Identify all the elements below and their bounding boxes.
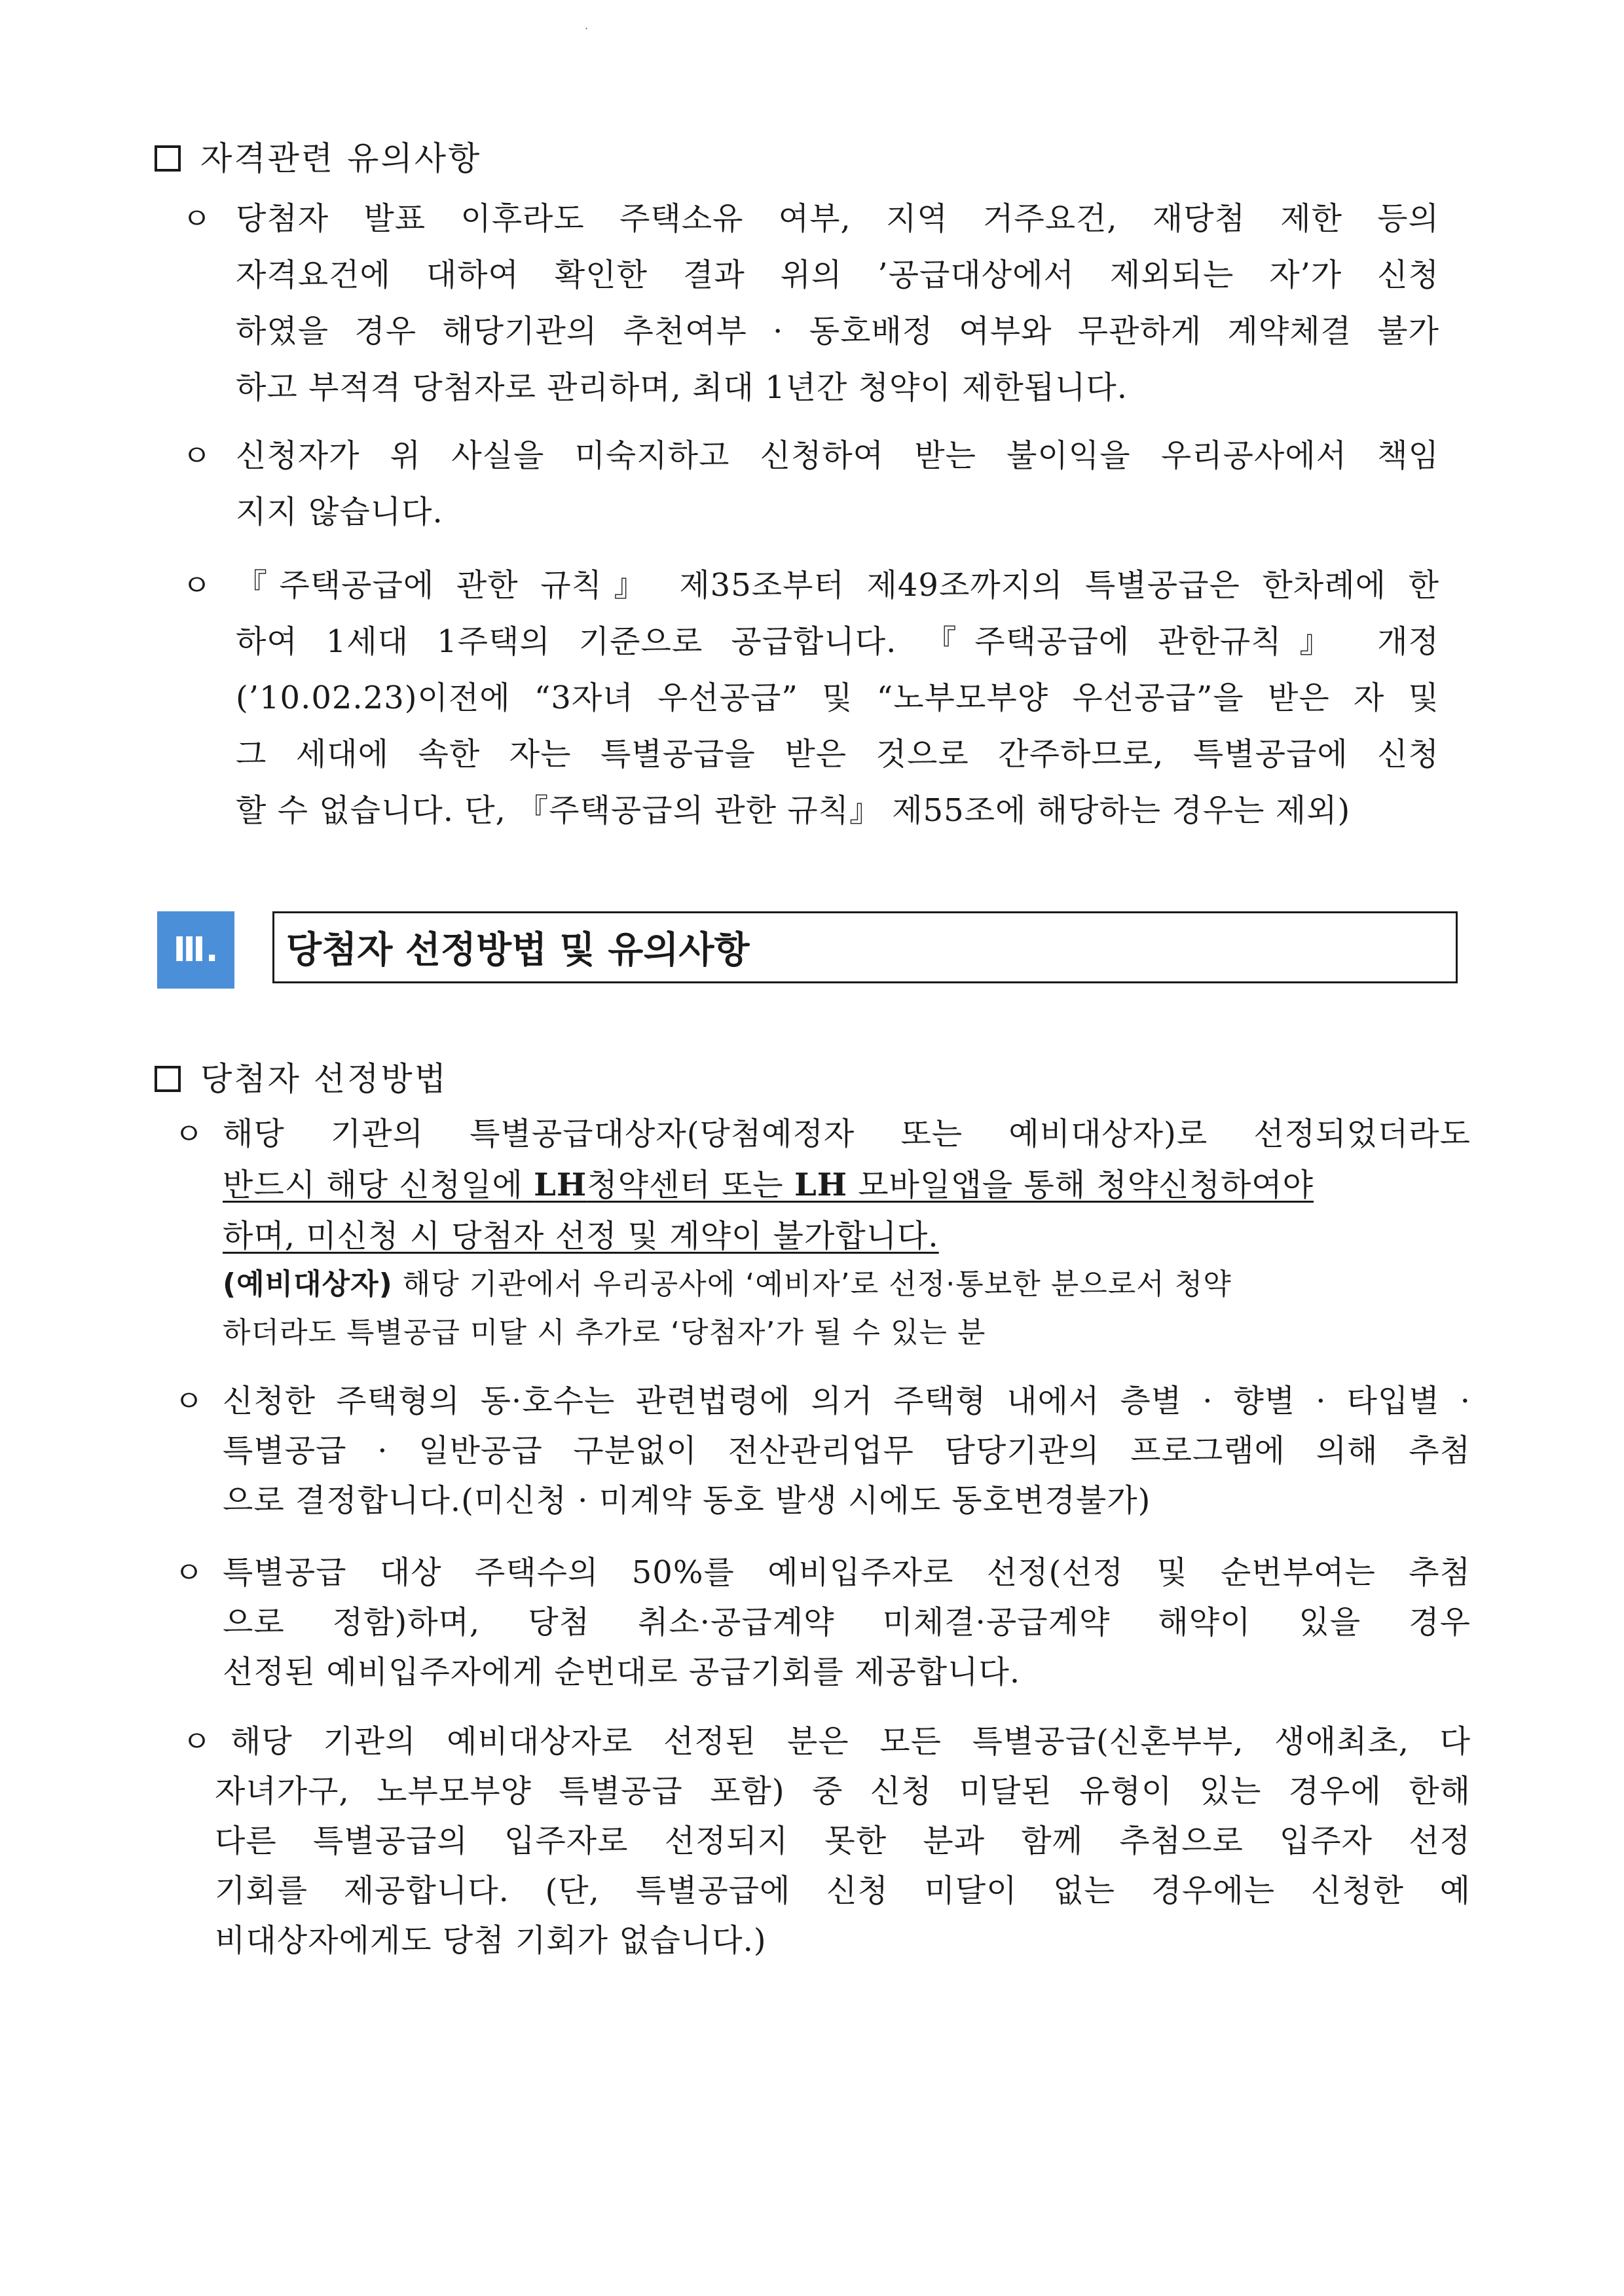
bullet-circle-icon: ㅇ: [174, 1383, 204, 1419]
text-span: 반드시 해당 신청일에: [223, 1167, 534, 1203]
qualification-heading-text: 자격관련 유의사항: [200, 139, 482, 177]
bullet-circle-icon: ㅇ: [182, 1724, 212, 1759]
underlined-text-line: [223, 1159, 1314, 1211]
lh-text: LH: [534, 1167, 587, 1203]
scan-mark: ·: [585, 22, 589, 35]
text-line: 선정된 예비입주자에게 순번대로 공급기회를 제공합니다.: [223, 1654, 1021, 1690]
text-line: 해당 기관의 예비대상자로 선정된 분은 모든 특별공급(신혼부부, 생애최초, 다: [231, 1723, 1471, 1760]
bullet-circle-icon: ㅇ: [182, 568, 212, 603]
bullet-circle-icon: ㅇ: [182, 201, 212, 236]
text-line: 신청한 주택형의 동·호수는 관련법령에 의거 주택형 내에서 층별 · 향별 · 타입별 ·: [223, 1383, 1471, 1419]
bullet-circle-icon: ㅇ: [174, 1555, 204, 1590]
text-line: 신청자가 위 사실을 미숙지하고 신청하여 받는 불이익을 우리공사에서 책임: [236, 437, 1439, 474]
text-line: 비대상자에게도 당첨 기회가 없습니다.): [215, 1922, 767, 1959]
text-line: 해당 기관의 특별공급대상자(당첨예정자 또는 예비대상자)로 선정되었더라도: [223, 1116, 1471, 1152]
text-line: 자격요건에 대하여 확인한 결과 위의 ’공급대상에서 제외되는 자’가 신청: [236, 257, 1439, 293]
section-number-badge: Ⅲ.: [157, 911, 234, 989]
text-line: 특별공급 · 일반공급 구분없이 전산관리업무 담당기관의 프로그램에 의해 추첨: [223, 1432, 1471, 1469]
section-title: 당첨자 선정방법 및 유의사항: [286, 929, 750, 972]
text-line: 할 수 없습니다. 단, 『주택공급의 관한 규칙』 제55조에 해당하는 경우는 제외): [236, 792, 1351, 829]
bullet-circle-icon: ㅇ: [174, 1116, 204, 1152]
selection-heading: [155, 1059, 448, 1099]
text-line: 그 세대에 속한 자는 특별공급을 받은 것으로 간주하므로, 특별공급에 신청: [236, 736, 1439, 773]
text-line: 특별공급 대상 주택수의 50%를 예비입주자로 선정(선정 및 순번부여는 추첨: [223, 1554, 1471, 1591]
text-line: 자녀가구, 노부모부양 특별공급 포함) 중 신청 미달된 유형이 있는 경우에 한해: [215, 1773, 1471, 1810]
note-line: 하더라도 특별공급 미달 시 추가로 ‘당첨자’가 될 수 있는 분: [223, 1316, 986, 1349]
note-label: (예비대상자): [223, 1267, 393, 1301]
selection-heading-text: 당첨자 선정방법: [200, 1060, 448, 1098]
qualification-heading: [155, 139, 481, 178]
text-line: 으로 결정합니다.(미신청 · 미계약 동호 발생 시에도 동호변경불가): [223, 1482, 1151, 1519]
section-title-box: [272, 911, 1458, 983]
text-line: 하고 부적격 당첨자로 관리하며, 최대 1년간 청약이 제한됩니다.: [236, 369, 1128, 406]
text-line: 으로 정함)하며, 당첨 취소·공급계약 미체결·공급계약 해약이 있을 경우: [223, 1604, 1471, 1641]
text-line: 하여 1세대 1주택의 기준으로 공급합니다. 『주택공급에 관한규칙』 개정: [236, 623, 1439, 660]
bullet-circle-icon: ㅇ: [182, 438, 212, 473]
text-span: 모바일앱을 통해 청약신청하여야: [847, 1167, 1314, 1203]
checkbox-icon: [155, 1066, 181, 1092]
lh-text: LH: [794, 1167, 848, 1203]
note-line: [223, 1260, 1232, 1309]
text-line: 기회를 제공합니다. (단, 특별공급에 신청 미달이 없는 경우에는 신청한 예: [215, 1872, 1471, 1909]
note-text: 해당 기관에서 우리공사에 ‘예비자’로 선정·통보한 분으로서 청약: [392, 1267, 1232, 1301]
underlined-text-line: 하며, 미신청 시 당첨자 선정 및 계약이 불가합니다.: [223, 1218, 939, 1254]
checkbox-icon: [155, 145, 181, 172]
text-line: (’10.02.23)이전에 “3자녀 우선공급” 및 “노부모부양 우선공급”을 받은 자 및: [236, 680, 1439, 716]
text-line: 지지 않습니다.: [236, 494, 443, 530]
text-span: 청약센터 또는: [587, 1167, 794, 1203]
text-line: 다른 특별공급의 입주자로 선정되지 못한 분과 함께 추첨으로 입주자 선정: [215, 1823, 1471, 1859]
text-line: 하였을 경우 해당기관의 추천여부 · 동호배정 여부와 무관하게 계약체결 불가: [236, 313, 1439, 350]
text-line: 당첨자 발표 이후라도 주택소유 여부, 지역 거주요건, 재당첨 제한 등의: [236, 200, 1439, 237]
text-line: 『주택공급에 관한 규칙』 제35조부터 제49조까지의 특별공급은 한차례에 한: [236, 567, 1439, 604]
